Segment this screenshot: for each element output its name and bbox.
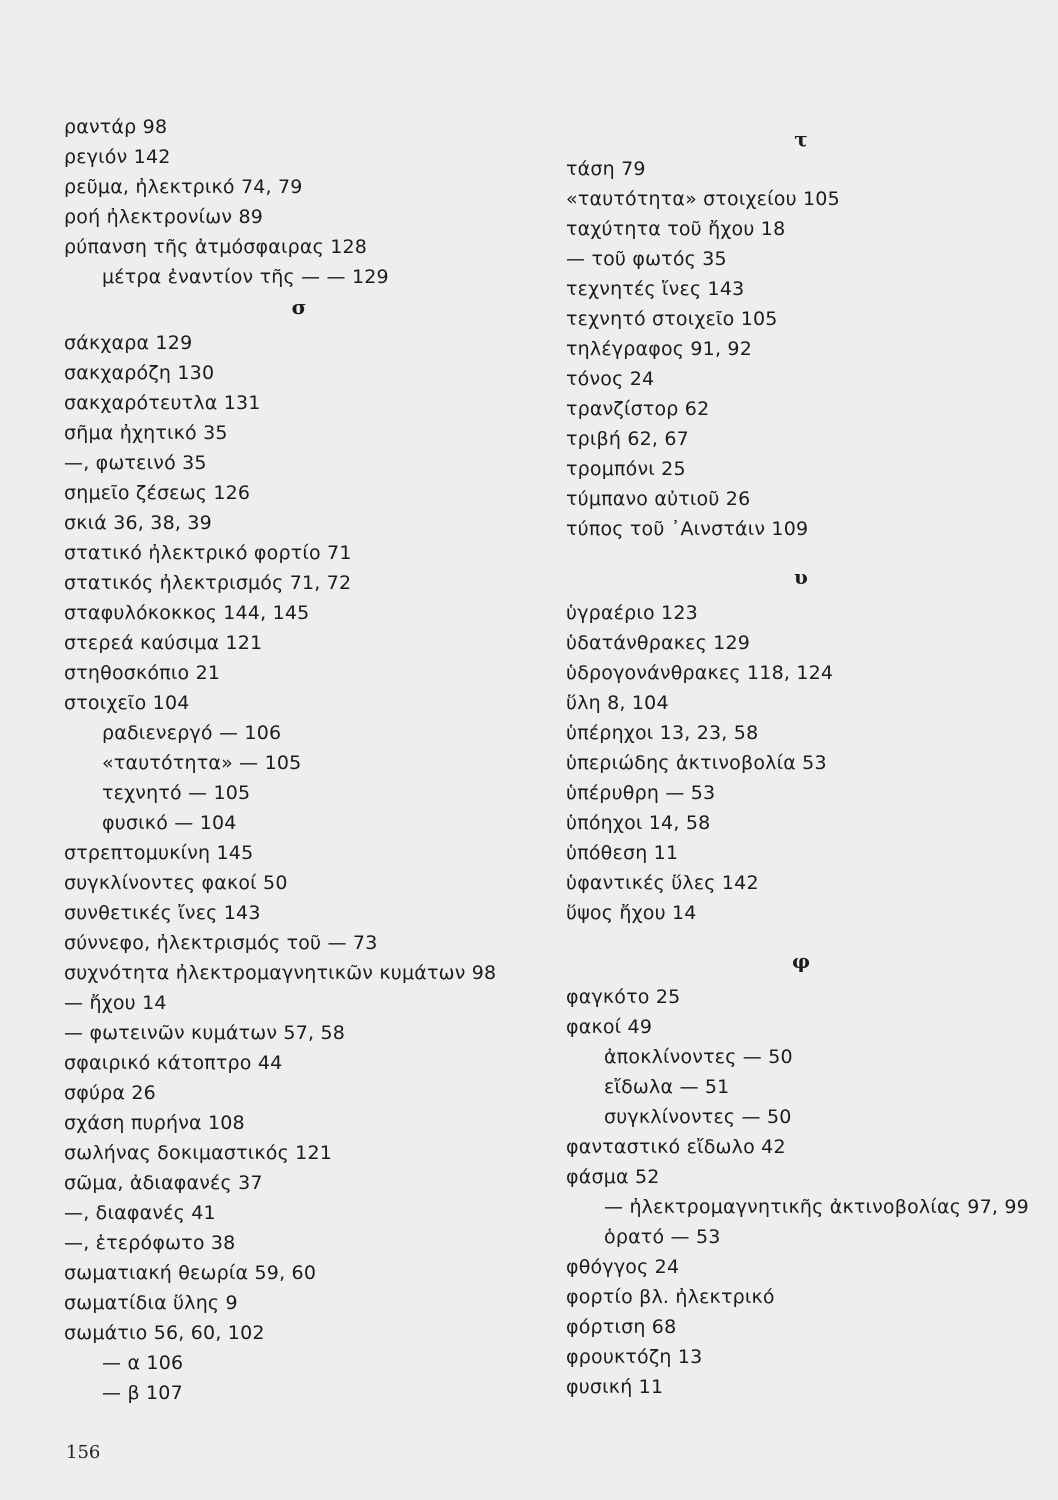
index-entry: ὕλη 8, 104 <box>566 692 669 714</box>
index-entry: φυσική 11 <box>566 1376 664 1398</box>
index-entry: «ταυτότητα» στοιχείου 105 <box>566 188 840 210</box>
index-subentry: ραδιενεργό — 106 <box>102 722 282 744</box>
index-column-right <box>566 124 1036 1402</box>
index-subentry: μέτρα ἐναντίον τῆς — — 129 <box>102 266 389 288</box>
index-entry: τόνος 24 <box>566 368 655 390</box>
index-column-left <box>64 112 534 1408</box>
index-entry: φακοί 49 <box>566 1016 653 1038</box>
index-entry: συνθετικές ἴνες 143 <box>64 902 261 924</box>
index-entry: στοιχεῖο 104 <box>64 692 190 714</box>
index-entry: σῆμα ἠχητικό 35 <box>64 422 228 444</box>
index-entry: συχνότητα ἠλεκτρομαγνητικῶν κυμάτων 98 <box>64 962 497 984</box>
page-number: 156 <box>66 1442 101 1463</box>
index-entry: σωματιακή θεωρία 59, 60 <box>64 1262 317 1284</box>
index-entry: — τοῦ φωτός 35 <box>566 248 727 270</box>
index-entry: ρεῦμα, ἠλεκτρικό 74, 79 <box>64 176 303 198</box>
index-entry: σωμάτιο 56, 60, 102 <box>64 1322 265 1344</box>
section-letter-heading: σ <box>291 295 307 319</box>
index-entry: — ἤχου 14 <box>64 992 167 1014</box>
index-entry: φθόγγος 24 <box>566 1256 680 1278</box>
index-entry: φόρτιση 68 <box>566 1316 677 1338</box>
index-entry: σακχαρότευτλα 131 <box>64 392 261 414</box>
index-entry: τηλέγραφος 91, 92 <box>566 338 753 360</box>
index-entry: σφαιρικό κάτοπτρο 44 <box>64 1052 283 1074</box>
index-entry: τάση 79 <box>566 158 646 180</box>
index-entry: ὑπόθεση 11 <box>566 842 679 864</box>
index-subentry: τεχνητό — 105 <box>102 782 251 804</box>
index-entry: —, φωτεινό 35 <box>64 452 207 474</box>
index-entry: σωματίδια ὕλης 9 <box>64 1292 238 1314</box>
index-subentry: — ἠλεκτρομαγνητικῆς ἀκτινοβολίας 97, 99 <box>604 1196 1029 1218</box>
index-entry: ροή ἠλεκτρονίων 89 <box>64 206 264 228</box>
index-entry: τρομπόνι 25 <box>566 458 686 480</box>
index-subentry: «ταυτότητα» — 105 <box>102 752 302 774</box>
index-entry: στηθοσκόπιο 21 <box>64 662 221 684</box>
index-entry: ὑδατάνθρακες 129 <box>566 632 751 654</box>
index-entry: —, ἑτερόφωτο 38 <box>64 1232 236 1254</box>
index-entry: στατικός ἠλεκτρισμός 71, 72 <box>64 572 352 594</box>
index-subentry: — β 107 <box>102 1382 183 1404</box>
index-entry: ὑπόηχοι 14, 58 <box>566 812 711 834</box>
index-entry: τριβή 62, 67 <box>566 428 689 450</box>
index-entry: φορτίο βλ. ἠλεκτρικό <box>566 1286 775 1308</box>
index-entry: σωλήνας δοκιμαστικός 121 <box>64 1142 333 1164</box>
index-entry: ταχύτητα τοῦ ἤχου 18 <box>566 218 786 240</box>
index-entry: στατικό ἠλεκτρικό φορτίο 71 <box>64 542 352 564</box>
index-entry: τύπος τοῦ ᾿Αινστάιν 109 <box>566 518 809 540</box>
index-entry: σταφυλόκοκκος 144, 145 <box>64 602 310 624</box>
index-entry: σχάση πυρήνα 108 <box>64 1112 245 1134</box>
index-subentry: ὁρατό — 53 <box>604 1226 721 1248</box>
index-entry: ὑπέρηχοι 13, 23, 58 <box>566 722 759 744</box>
index-entry: στερεά καύσιμα 121 <box>64 632 263 654</box>
section-letter-heading: τ <box>794 127 808 151</box>
index-entry: ὑφαντικές ὕλες 142 <box>566 872 759 894</box>
index-entry: ραντάρ 98 <box>64 116 168 138</box>
index-entry: ρεγιόν 142 <box>64 146 171 168</box>
index-entry: σφύρα 26 <box>64 1082 156 1104</box>
index-entry: σακχαρόζη 130 <box>64 362 215 384</box>
index-entry: φάσμα 52 <box>566 1166 660 1188</box>
index-entry: στρεπτομυκίνη 145 <box>64 842 254 864</box>
index-entry: σύννεφο, ἠλεκτρισμός τοῦ — 73 <box>64 932 378 954</box>
section-letter-heading: υ <box>794 565 808 589</box>
index-entry: σκιά 36, 38, 39 <box>64 512 212 534</box>
index-subentry: εἴδωλα — 51 <box>604 1076 730 1098</box>
index-entry: τεχνητό στοιχεῖο 105 <box>566 308 778 330</box>
index-entry: ὑπεριώδης ἀκτινοβολία 53 <box>566 752 827 774</box>
index-entry: φαγκότο 25 <box>566 986 681 1008</box>
index-subentry: συγκλίνοντες — 50 <box>604 1106 792 1128</box>
index-entry: σάκχαρα 129 <box>64 332 193 354</box>
index-entry: — φωτεινῶν κυμάτων 57, 58 <box>64 1022 346 1044</box>
index-entry: τρανζίστορ 62 <box>566 398 710 420</box>
index-entry: ρύπανση τῆς ἀτμόσφαιρας 128 <box>64 236 368 258</box>
index-entry: ὑπέρυθρη — 53 <box>566 782 716 804</box>
index-entry: ὑδρογονάνθρακες 118, 124 <box>566 662 834 684</box>
index-entry: σημεῖο ζέσεως 126 <box>64 482 251 504</box>
index-entry: τεχνητές ἴνες 143 <box>566 278 745 300</box>
index-entry: ὑγραέριο 123 <box>566 602 698 624</box>
index-entry: τύμπανο αὐτιοῦ 26 <box>566 488 751 510</box>
section-letter-heading: φ <box>791 949 811 973</box>
index-subentry: ἀποκλίνοντες — 50 <box>604 1046 793 1068</box>
index-entry: σῶμα, ἀδιαφανές 37 <box>64 1172 263 1194</box>
index-entry: ὕψος ἤχου 14 <box>566 902 697 924</box>
index-entry: —, διαφανές 41 <box>64 1202 216 1224</box>
index-subentry: φυσικό — 104 <box>102 812 237 834</box>
index-entry: φανταστικό εἴδωλο 42 <box>566 1136 786 1158</box>
index-subentry: — α 106 <box>102 1352 184 1374</box>
index-entry: συγκλίνοντες φακοί 50 <box>64 872 288 894</box>
index-entry: φρουκτόζη 13 <box>566 1346 703 1368</box>
